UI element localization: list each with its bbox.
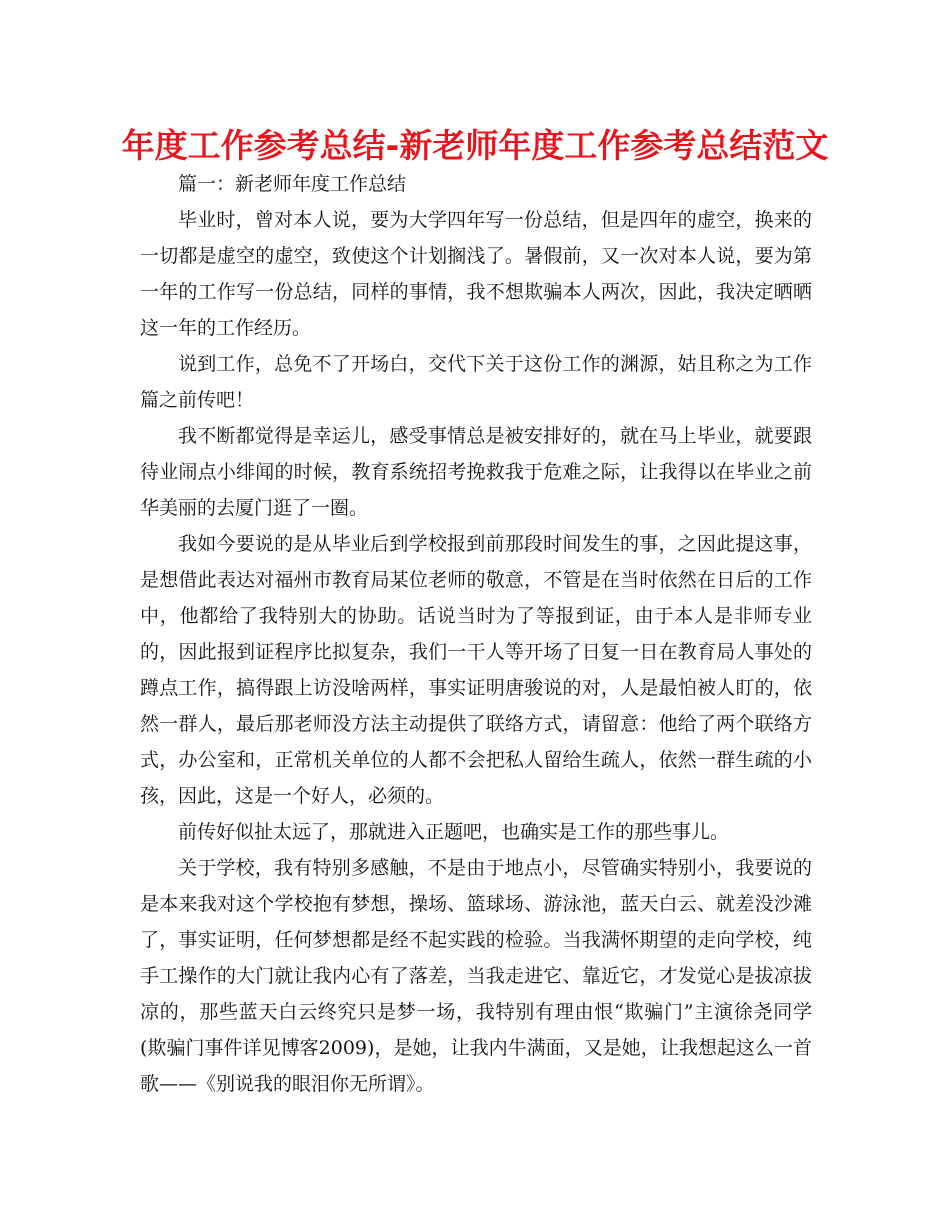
- document-body: [140, 166, 812, 1102]
- paragraph: 前传好似扯太远了，那就进入正题吧，也确实是工作的那些事儿。: [178, 821, 730, 843]
- paragraph: 我如今要说的是从毕业后到学校报到前那段时间发生的事，之因此提这事，是想借此表达对福州市教育局某位老师的敬意，不管是在当时依然在日后的工作中，他都给了我特别大的协助。话说当时为了等报到证，由于本人是非师专业的，因此报到证程序比拟复杂，我们一干人等开场了日复一日在教育局人事处的蹲点工作，搞得跟上访没啥两样，事实证明唐骏说的对，人是最怕被人盯的，依然一群人，最后那老师没方法主动提供了联络方式，请留意：他给了两个联络方式，办公室和，正常机关单位的人都不会把私人留给生疏人，依然一群生疏的小孩，因此，这是一个好人，必须的。: [140, 533, 812, 807]
- document-title: 年度工作参考总结-新老师年度工作参考总结范文: [121, 126, 829, 165]
- paragraph: 说到工作，总免不了开场白，交代下关于这份工作的渊源，姑且称之为工作篇之前传吧！: [140, 353, 812, 411]
- paragraph: 关于学校，我有特别多感触，不是由于地点小，尽管确实特别小，我要说的是本来我对这个学校抱有梦想，操场、篮球场、游泳池，蓝天白云、就差没沙滩了，事实证明，任何梦想都是经不起实践的检验。当我满怀期望的走向学校，纯手工操作的大门就让我内心有了落差，当我走进它、靠近它，才发觉心是拔凉拔凉的，那些蓝天白云终究只是梦一场，我特别有理由恨“欺骗门”主演徐尧同学(欺骗门事件详见博客2009)，是她，让我内牛满面，又是她，让我想起这么一首歌——《别说我的眼泪你无所谓》。: [140, 857, 812, 1095]
- paragraph: 毕业时，曾对本人说，要为大学四年写一份总结，但是四年的虚空，换来的一切都是虚空的虚空，致使这个计划搁浅了。暑假前，又一次对本人说，要为第一年的工作写一份总结，同样的事情，我不想欺骗本人两次，因此，我决定晒晒这一年的工作经历。: [140, 209, 812, 339]
- paragraph: 我不断都觉得是幸运儿，感受事情总是被安排好的，就在马上毕业，就要跟待业闹点小绯闻的时候，教育系统招考挽救我于危难之际，让我得以在毕业之前华美丽的去厦门逛了一圈。: [140, 425, 812, 519]
- section-heading: 篇一：新老师年度工作总结: [178, 173, 407, 195]
